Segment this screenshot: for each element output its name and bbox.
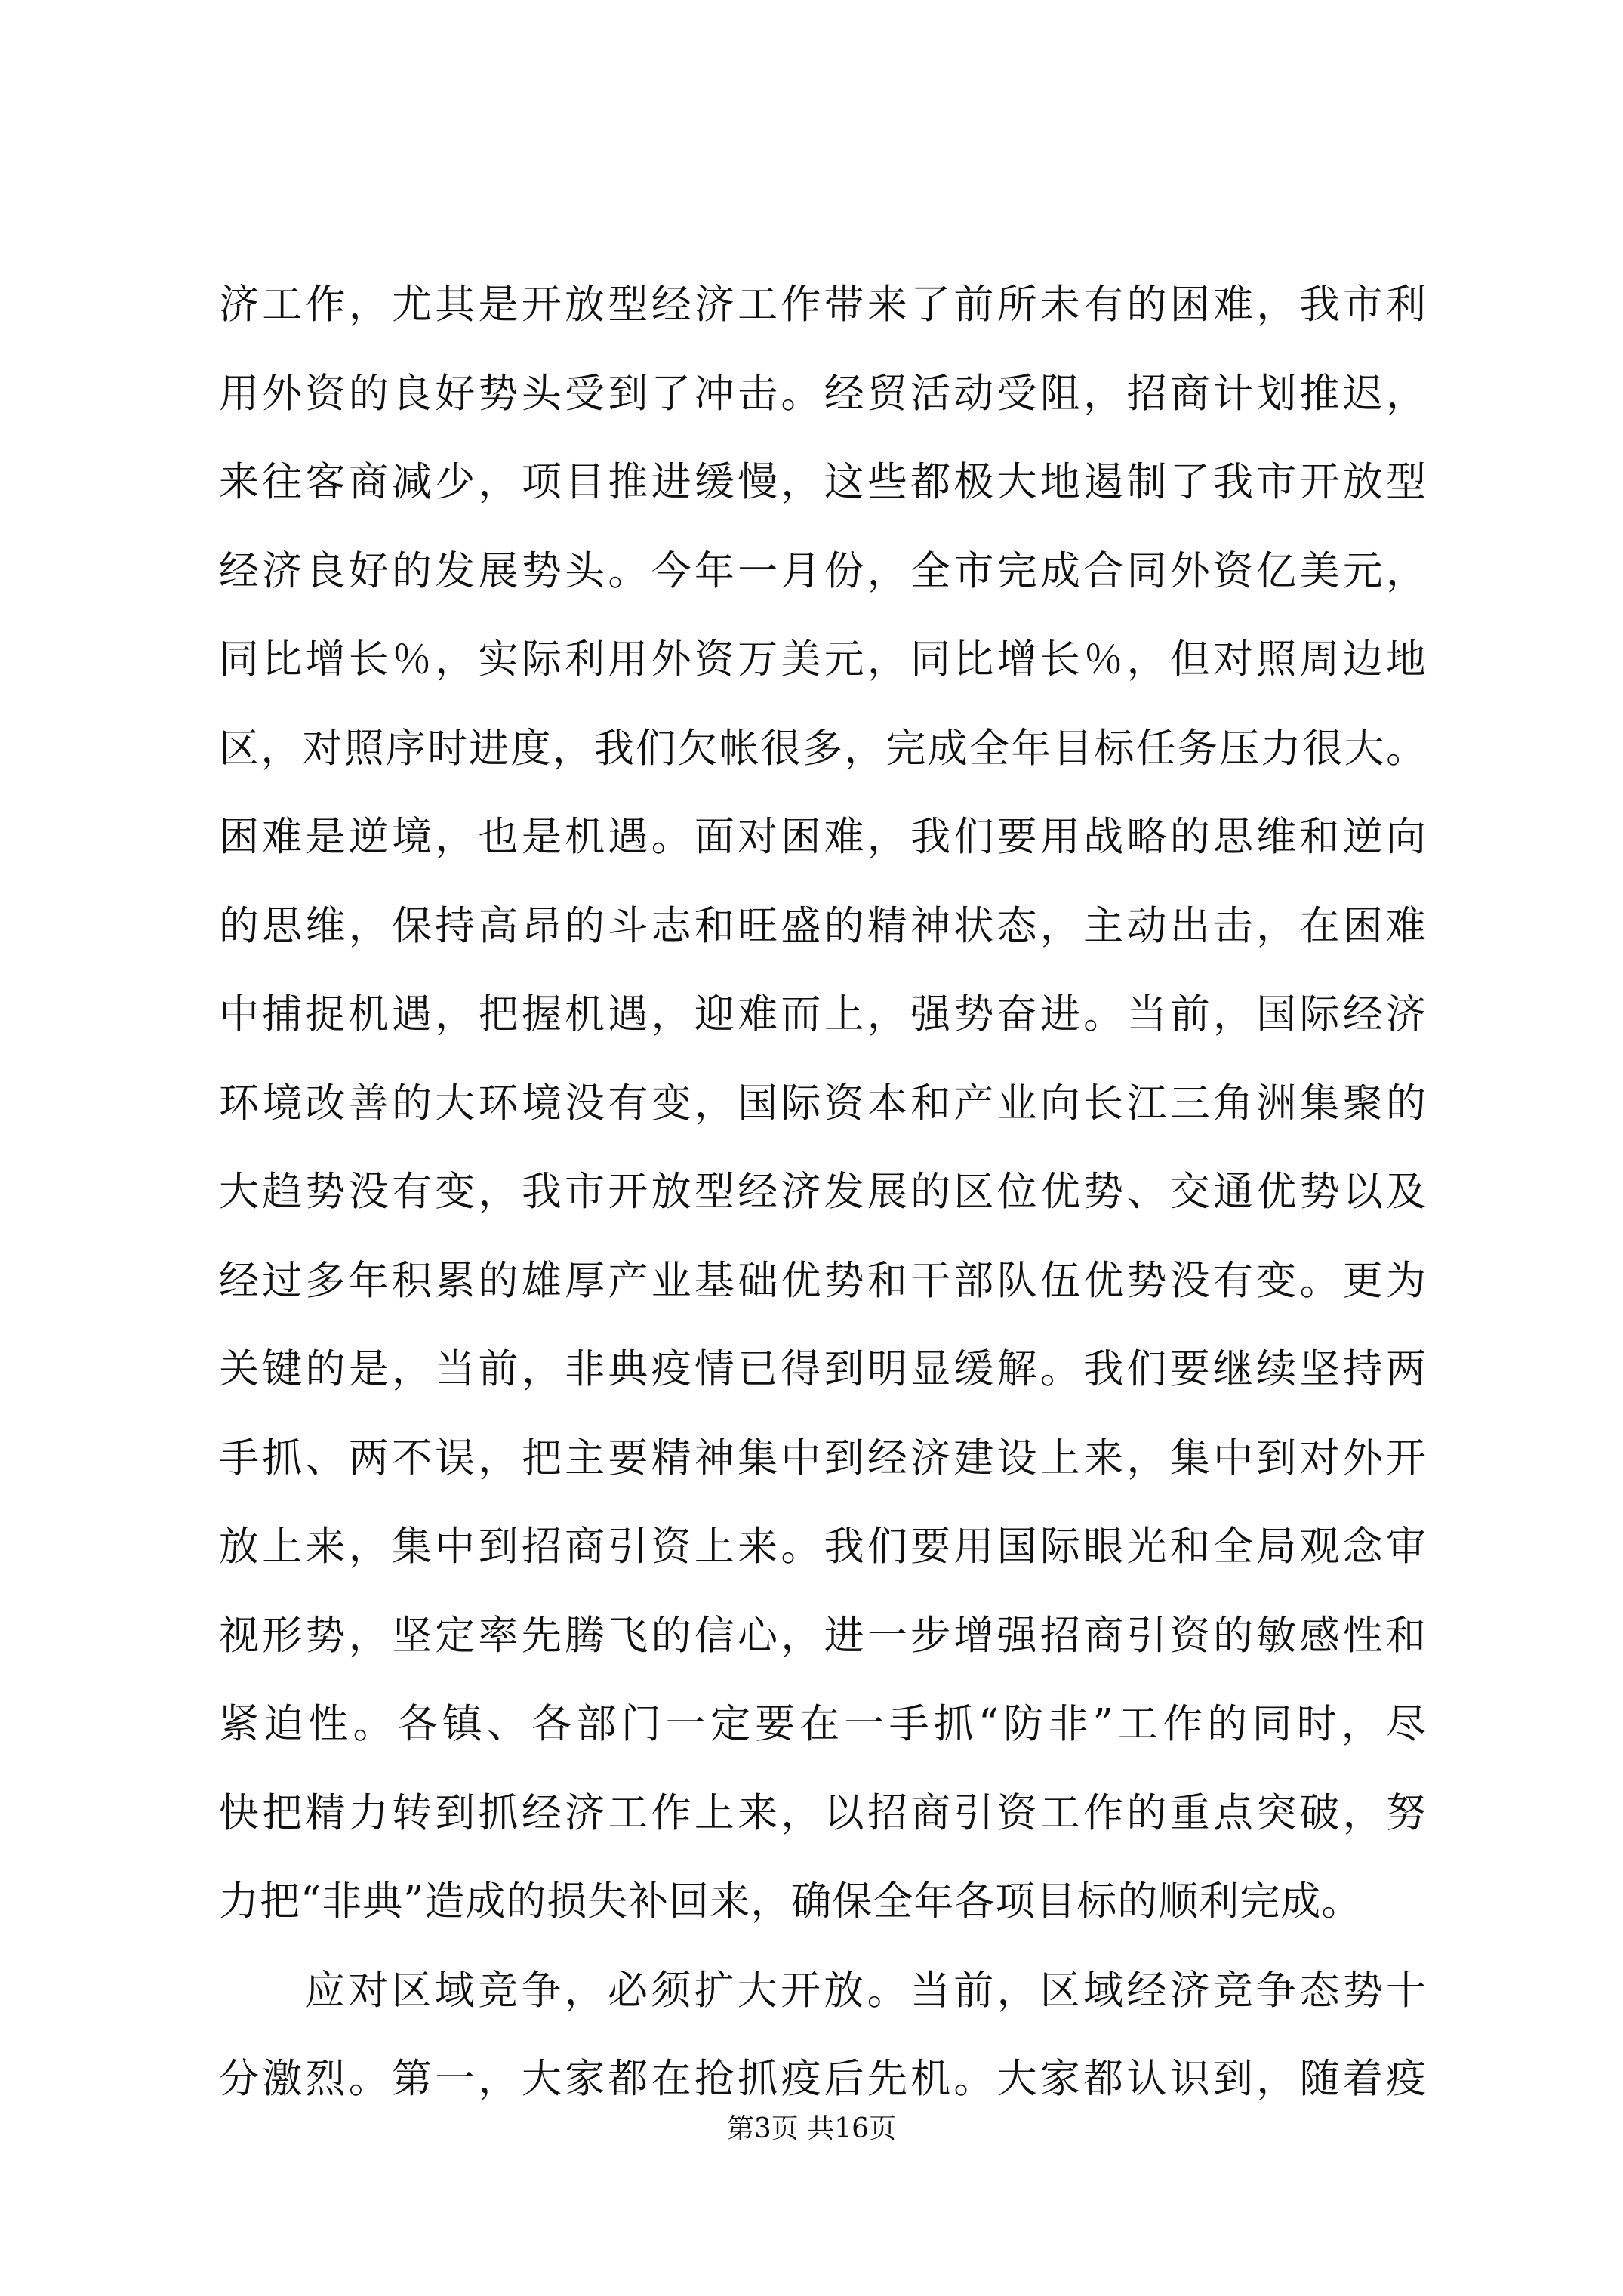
text-line: 经济良好的发展势头。今年一月份，全市完成合同外资亿美元， xyxy=(219,547,1427,594)
text-line: 手抓、两不误，把主要精神集中到经济建设上来，集中到对外开 xyxy=(219,1435,1427,1481)
text-line: 用外资的良好势头受到了冲击。经贸活动受阻，招商计划推迟， xyxy=(219,370,1427,417)
text-line: 视形势，坚定率先腾飞的信心，进一步增强招商引资的敏感性和 xyxy=(219,1612,1427,1659)
text-line: 的思维，保持高昂的斗志和旺盛的精神状态，主动出击，在困难 xyxy=(219,902,1427,949)
text-line: 放上来，集中到招商引资上来。我们要用国际眼光和全局观念审 xyxy=(219,1524,1427,1570)
text-line: 大趋势没有变，我市开放型经济发展的区位优势、交通优势以及 xyxy=(219,1169,1427,1215)
text-line: 区，对照序时进度，我们欠帐很多，完成全年目标任务压力很大。 xyxy=(219,725,1427,772)
text-line: 同比增长％，实际利用外资万美元，同比增长％，但对照周边地 xyxy=(219,636,1427,683)
text-line: 济工作，尤其是开放型经济工作带来了前所未有的困难，我市利 xyxy=(219,282,1427,328)
text-line: 中捕捉机遇，把握机遇，迎难而上，强势奋进。当前，国际经济 xyxy=(219,991,1427,1037)
text-line: 力把“非典”造成的损失补回来，确保全年各项目标的顺利完成。 xyxy=(219,1878,1363,1925)
text-line: 困难是逆境，也是机遇。面对困难，我们要用战略的思维和逆向 xyxy=(219,814,1427,860)
paragraph xyxy=(219,260,1427,1946)
page-footer xyxy=(0,2111,1623,2147)
text-line: 经过多年积累的雄厚产业基础优势和干部队伍优势没有变。更为 xyxy=(219,1257,1427,1304)
text-line: 分激烈。第一，大家都在抢抓疫后先机。大家都认识到，随着疫 xyxy=(219,2056,1427,2102)
text-line: 应对区域竞争，必须扩大开放。当前，区域经济竞争态势十 xyxy=(305,1967,1427,2014)
text-line: 紧迫性。各镇、各部门一定要在一手抓“防非”工作的同时，尽 xyxy=(219,1701,1427,1747)
text-line: 来往客商减少，项目推进缓慢，这些都极大地遏制了我市开放型 xyxy=(219,459,1427,505)
body-text xyxy=(219,260,1427,2124)
paragraph xyxy=(219,1946,1427,2124)
page-number: 第3页 共16页 xyxy=(726,2113,897,2144)
text-line: 关键的是，当前，非典疫情已得到明显缓解。我们要继续坚持两 xyxy=(219,1346,1427,1392)
text-line: 环境改善的大环境没有变，国际资本和产业向长江三角洲集聚的 xyxy=(219,1080,1427,1126)
text-line: 快把精力转到抓经济工作上来，以招商引资工作的重点突破，努 xyxy=(219,1789,1427,1836)
